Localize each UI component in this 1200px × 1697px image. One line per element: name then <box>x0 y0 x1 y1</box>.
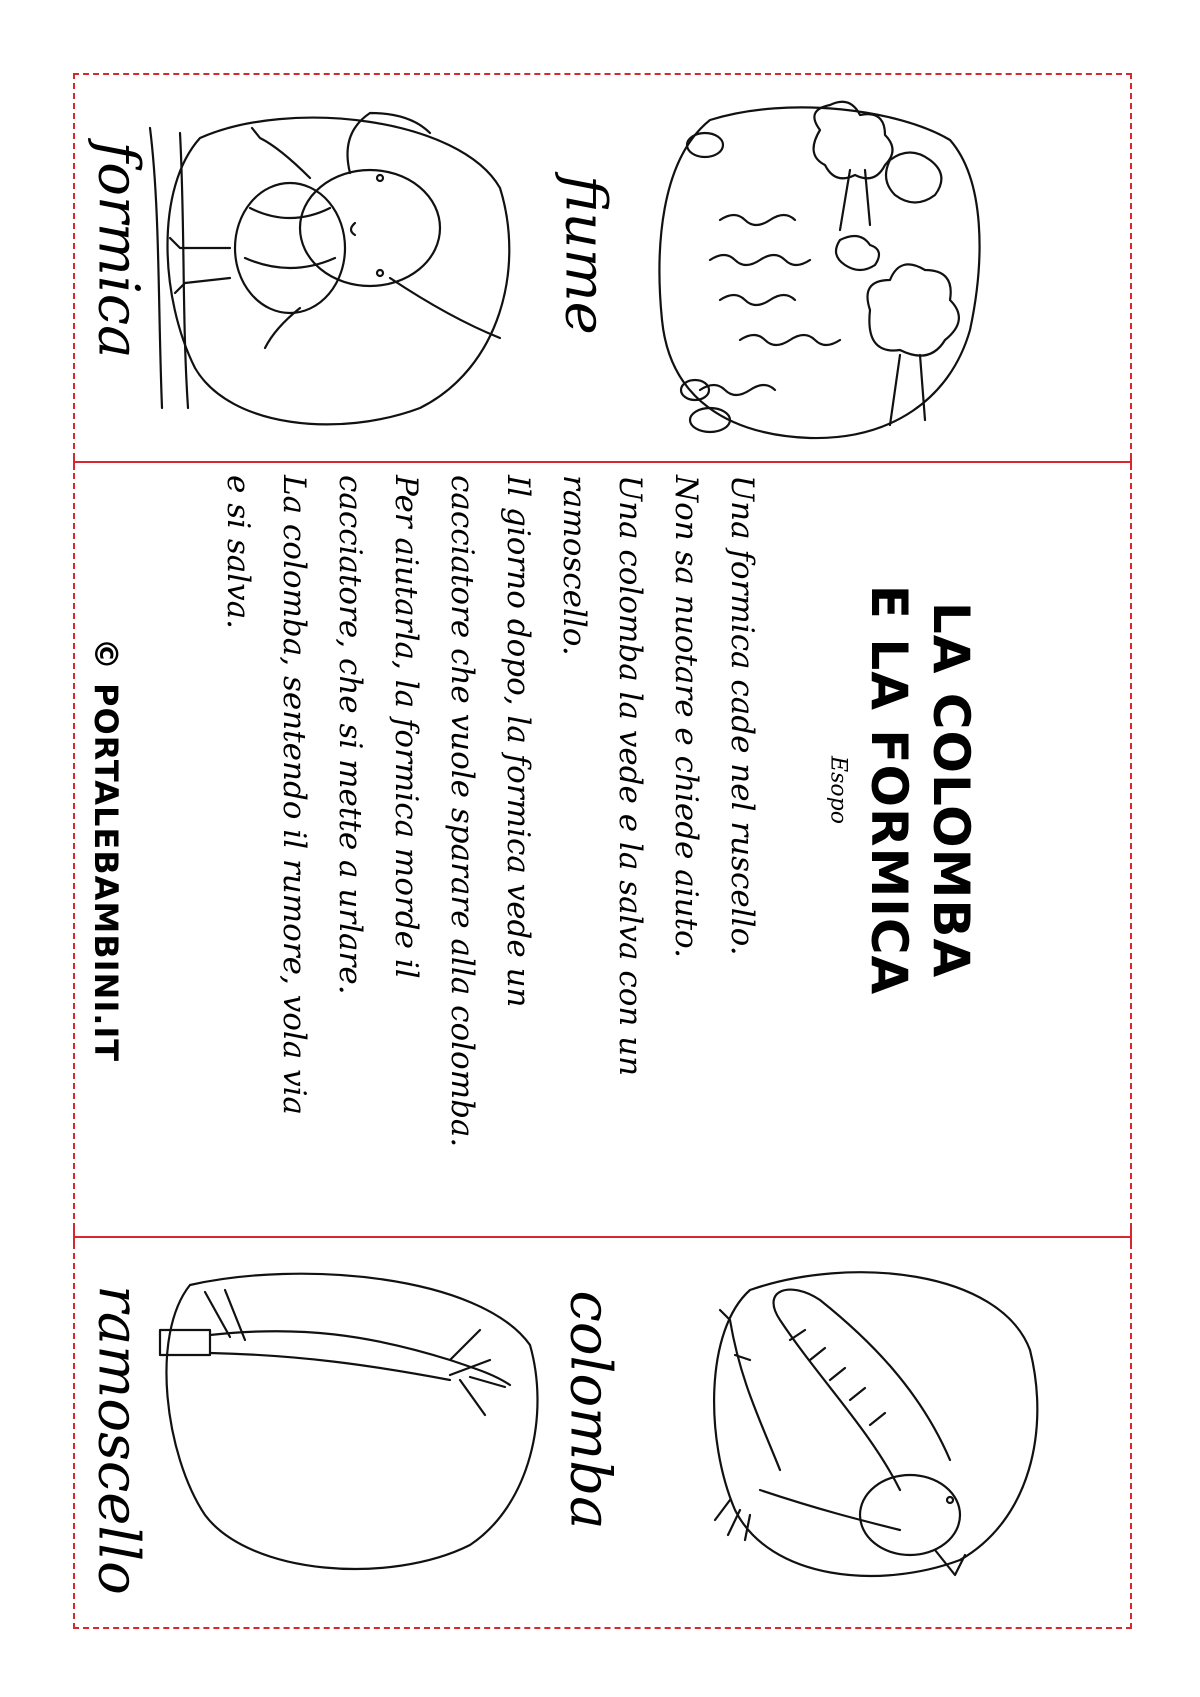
card-word-colomba: colomba <box>557 1290 623 1530</box>
card-word-fiume: fiume <box>552 175 618 335</box>
story-title-line1: LA COLOMBA <box>922 601 980 979</box>
card-word-ramoscello: ramoscello <box>85 1285 151 1595</box>
story-line: cacciatore che vuole sparare alla colomba. <box>444 475 480 1148</box>
twig-illustration <box>150 1265 550 1575</box>
story-line: cacciatore, che si mette a urlare. <box>332 475 368 995</box>
fold-line-bottom <box>73 1236 1132 1238</box>
card-word-formica: formica <box>85 141 151 359</box>
story-text <box>210 475 770 1195</box>
ant-illustration <box>140 108 520 428</box>
river-landscape-illustration <box>650 100 990 445</box>
fold-line-top <box>73 461 1132 463</box>
story-line: La colomba, sentendo il rumore, vola via <box>276 475 312 1116</box>
story-line: ramoscello. <box>556 475 592 656</box>
story-author: Esopo <box>825 756 851 824</box>
dove-illustration <box>700 1260 1050 1580</box>
copyright-notice: © PORTALEBAMBINI.IT <box>87 637 125 1063</box>
story-line: Per aiutarla, la formica morde il <box>388 475 424 979</box>
story-line: Una formica cade nel ruscello. <box>724 475 760 956</box>
story-line: Il giorno dopo, la formica vede un <box>500 475 536 1008</box>
story-line: Non sa nuotare e chiede aiuto. <box>668 475 704 959</box>
story-line: e si salva. <box>220 475 256 630</box>
story-title <box>858 585 982 995</box>
story-title-line2: E LA FORMICA <box>860 584 918 996</box>
story-line: Una colomba la vede e la salva con un <box>612 475 648 1077</box>
